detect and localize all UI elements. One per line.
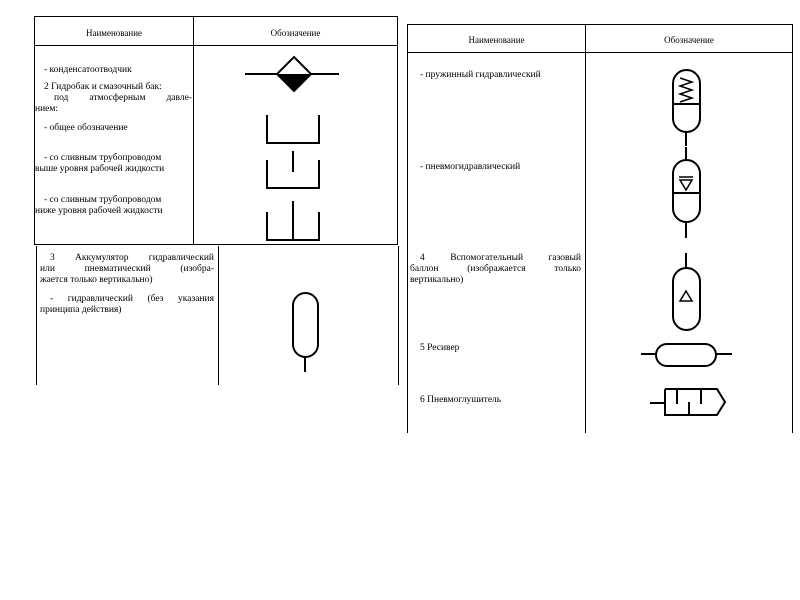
tank-open-icon [267, 115, 319, 143]
row-tank-below-line2: ниже уровня рабочей жидкости [35, 206, 163, 216]
row-receiver-label: 5 Ресивер [420, 343, 460, 353]
right-header-symbol: Обозначение [664, 35, 714, 45]
row-condensate-drain-label: - конденсатоотводчик [44, 65, 132, 75]
left-header-symbol: Обозначение [270, 28, 321, 38]
row-gas-cylinder-line1: 4 Вспомогательный газовый [420, 253, 581, 263]
hydraulic-accumulator-icon [293, 293, 318, 372]
pneumohydraulic-accumulator-icon [673, 147, 700, 238]
row-accumulator-title-line3: жается только вертикально) [40, 275, 153, 285]
row-gas-cylinder-line3: вертикально) [410, 275, 464, 285]
row-silencer-label: 6 Пневмоглушитель [420, 395, 502, 405]
tank-drain-below-icon [267, 201, 319, 240]
row-accumulator-title-line1: 3 Аккумулятор гидравлический [50, 253, 214, 263]
silencer-icon [650, 389, 725, 415]
row-gas-cylinder-line2: баллон (изображается только [410, 264, 581, 274]
row-tank-above-line1: - со сливным трубопроводом [44, 153, 162, 163]
spring-accumulator-icon [673, 70, 700, 146]
right-header-name: Наименование [468, 35, 525, 45]
gas-cylinder-icon [673, 253, 700, 330]
row-tank-title-line1: 2 Гидробак и смазочный бак: [44, 82, 162, 92]
row-accumulator-title-line2: или пневматический (изобра- [40, 264, 214, 274]
row-hydraulic-acc-line1: - гидравлический (без указания [50, 294, 214, 304]
row-tank-above-line2: выше уровня рабочей жидкости [35, 164, 165, 174]
row-pneumohydraulic-label: - пневмогидравлический [420, 162, 521, 172]
condensate-drain-icon [245, 57, 339, 91]
row-hydraulic-acc-line2: принципа действия) [40, 305, 122, 315]
row-tank-title-line2: под атмосферным давле- [54, 93, 192, 103]
left-header-name: Наименование [85, 28, 143, 38]
row-tank-title-line3: нием: [35, 104, 59, 114]
receiver-icon [641, 344, 732, 366]
row-spring-acc-label: - пружинный гидравлический [420, 70, 541, 80]
tank-drain-above-icon [267, 151, 319, 188]
row-tank-below-line1: - со сливным трубопроводом [44, 195, 162, 205]
row-tank-general-label: - общее обозначение [44, 123, 128, 133]
